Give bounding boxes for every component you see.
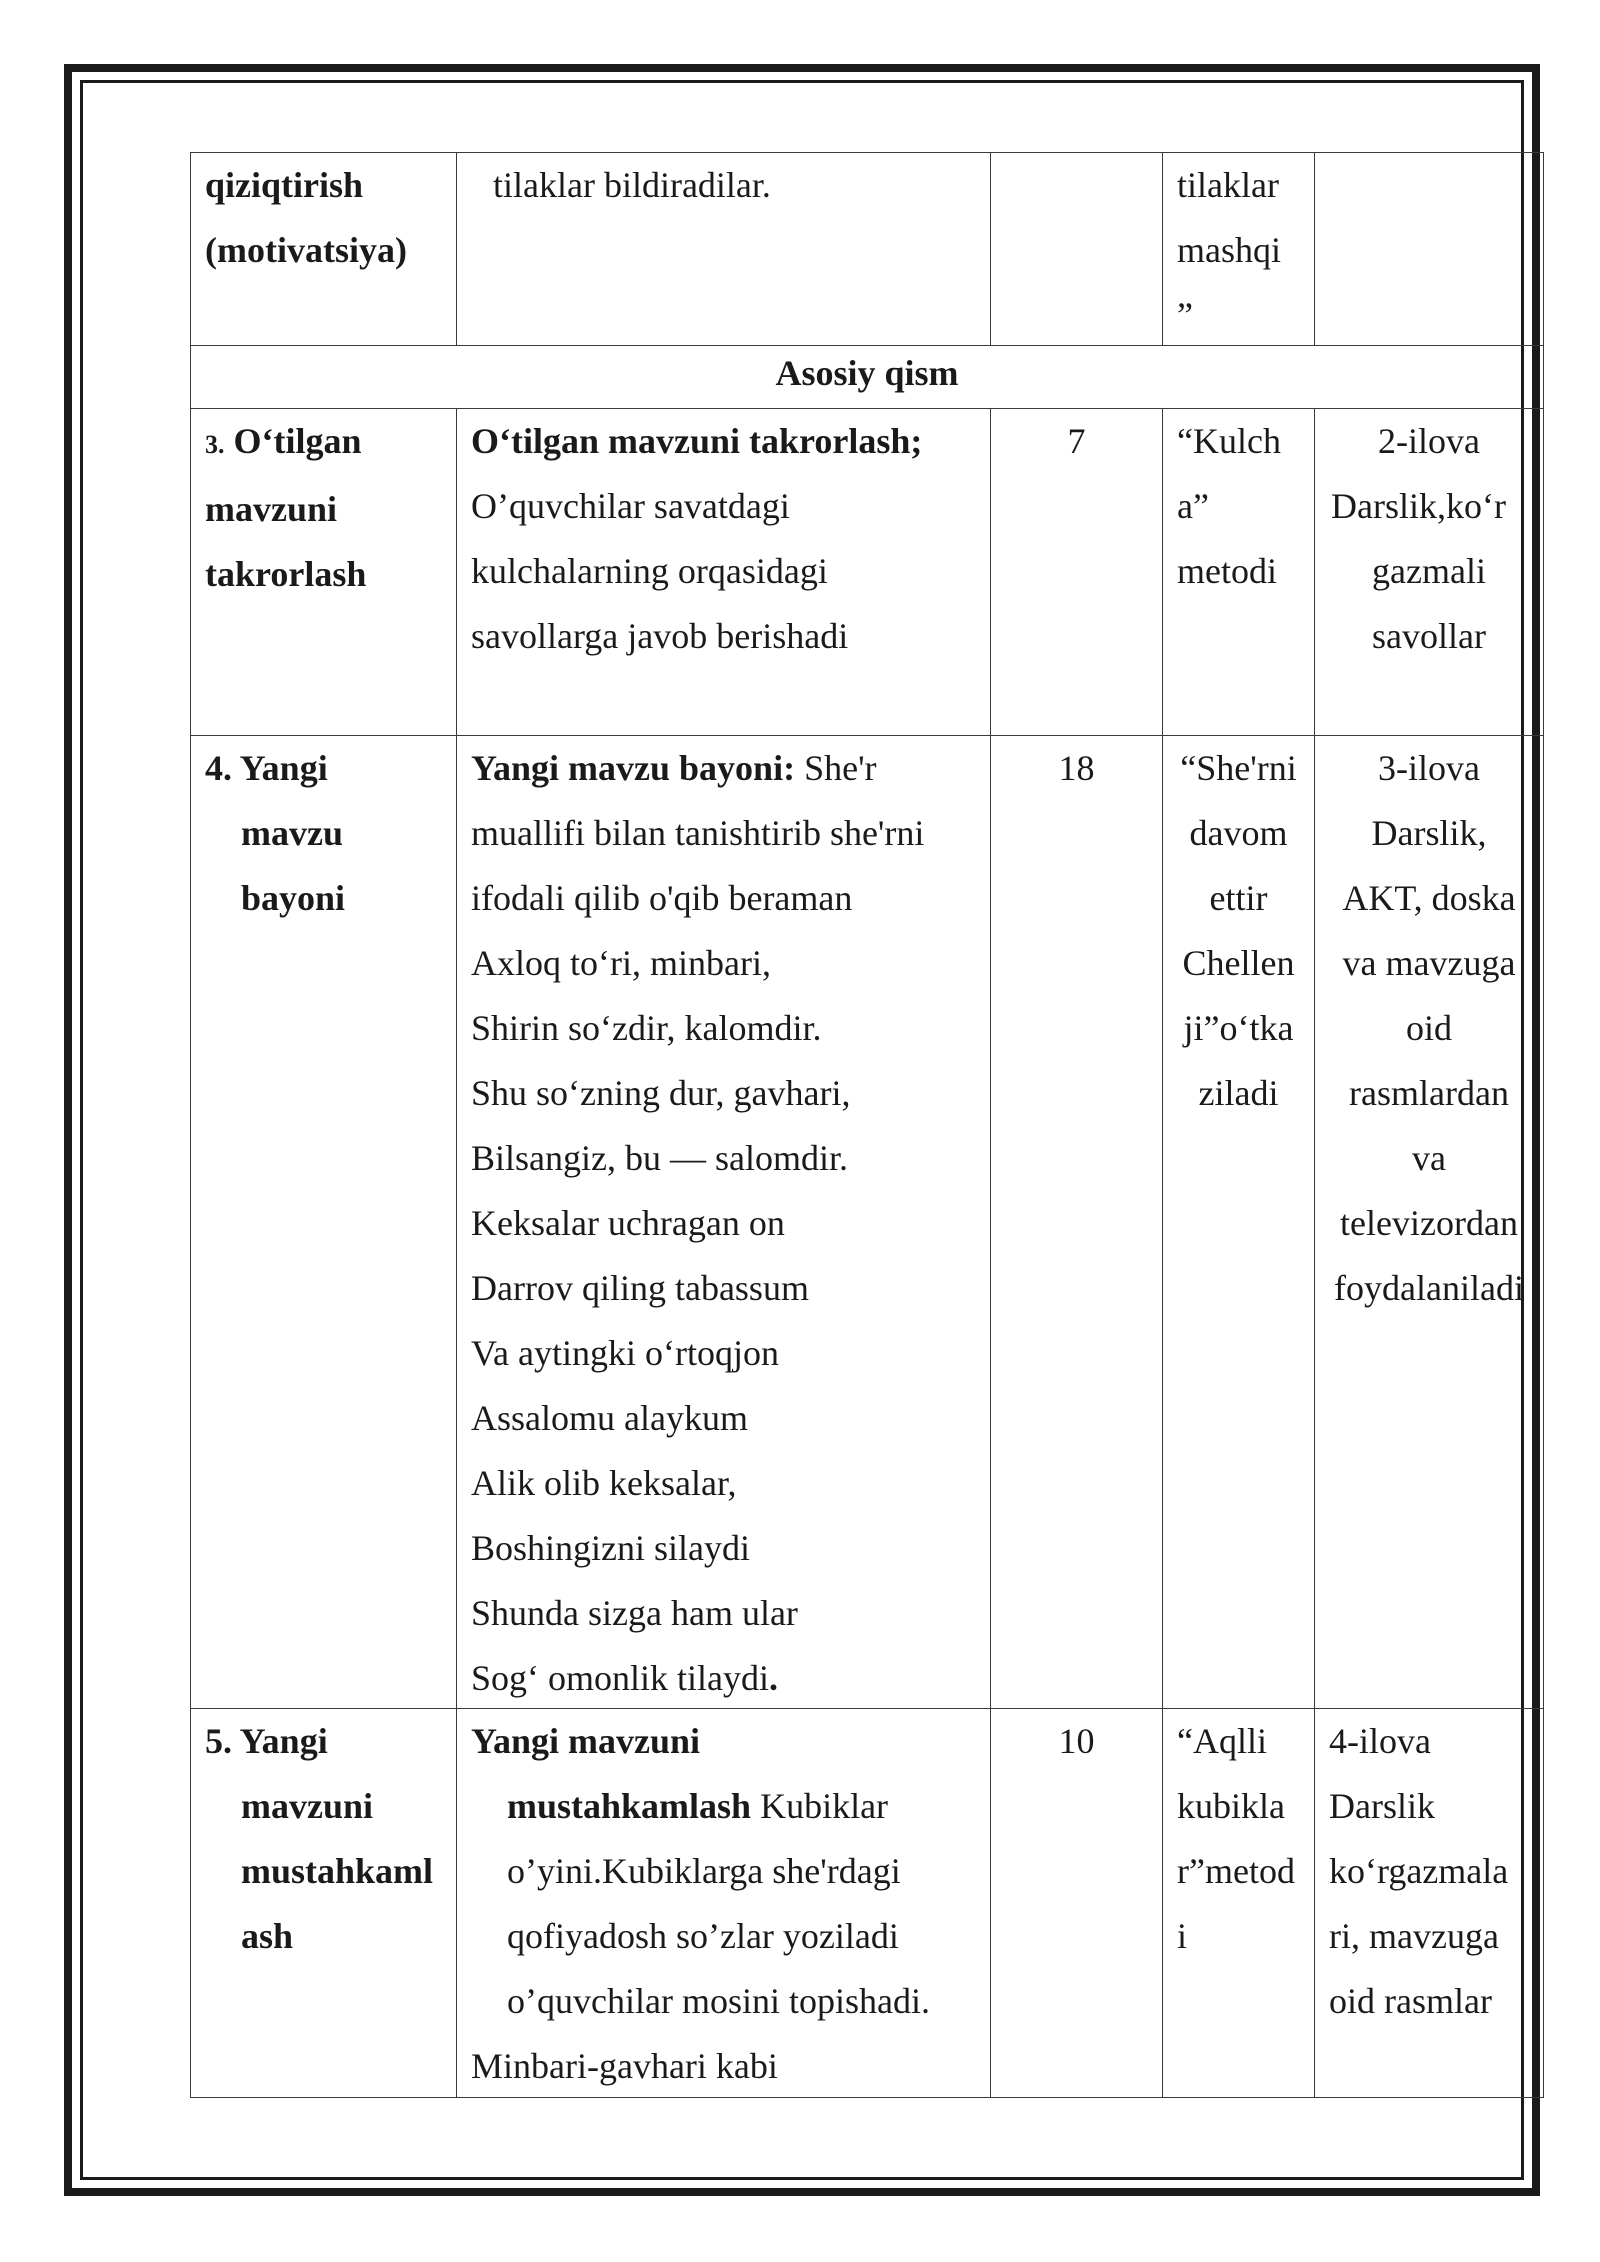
poem-line: Bilsangiz, bu — salomdir. xyxy=(471,1138,848,1178)
cell-row5-resources xyxy=(1314,1708,1544,2098)
poem-line: Darrov qiling tabassum xyxy=(471,1268,809,1308)
text-line: metodi xyxy=(1177,551,1277,591)
text-line: o’yini.Kubiklarga she'rdagi xyxy=(507,1851,901,1891)
text-line: Darslik xyxy=(1329,1786,1435,1826)
text-line: i xyxy=(1177,1916,1188,1956)
section-title: Asosiy qism xyxy=(775,353,959,393)
text-line: muallifi bilan tanishtirib she'rni xyxy=(471,813,925,853)
cell-row4-content xyxy=(456,735,990,1708)
text-line: o’quvchilar mosini topishadi. xyxy=(507,1981,930,2021)
text-line: ettir xyxy=(1209,878,1268,918)
text-line: takrorlash xyxy=(205,554,367,594)
poem-line: Shu so‘zning dur, gavhari, xyxy=(471,1073,851,1113)
text-line: Chellen xyxy=(1182,943,1295,983)
text-line: a” xyxy=(1177,486,1209,526)
poem-line: Sog‘ omonlik tilaydi xyxy=(471,1658,770,1698)
poem-line: Va aytingki o‘rtoqjon xyxy=(471,1333,779,1373)
text-line: “She'rni xyxy=(1180,748,1297,788)
text-line: Kubiklar xyxy=(751,1786,889,1826)
cell-row4-method xyxy=(1162,735,1314,1708)
text-line: mavzuni xyxy=(205,489,338,529)
poem-line: Alik olib keksalar, xyxy=(471,1463,737,1503)
content-heading: Yangi mavzu bayoni: xyxy=(471,748,796,788)
text-line: savollarga javob berishadi xyxy=(471,616,849,656)
text-line: 2-ilova xyxy=(1378,421,1480,461)
text-line: Darslik, xyxy=(1371,813,1487,853)
time-minutes: 18 xyxy=(1058,748,1095,788)
text-line: qofiyadosh so’zlar yoziladi xyxy=(507,1916,899,1956)
text-line: mavzu xyxy=(241,813,343,853)
poem-line: Boshingizni silaydi xyxy=(471,1528,750,1568)
text-line: ji”o‘tka xyxy=(1183,1008,1294,1048)
text-line: kulchalarning orqasidagi xyxy=(471,551,828,591)
text-line: “Kulch xyxy=(1177,421,1281,461)
content-heading: Yangi mavzuni xyxy=(471,1721,701,1761)
text-line: ri, mavzuga xyxy=(1329,1916,1499,1956)
text-line: va mavzuga xyxy=(1342,943,1516,983)
cell-row3-resources xyxy=(1314,408,1544,735)
text-line: televizordan xyxy=(1340,1203,1518,1243)
cell-row5-time xyxy=(990,1708,1162,2098)
cell-row3-stage xyxy=(190,408,456,735)
poem-line: Shunda sizga ham ular xyxy=(471,1593,798,1633)
text-line: gazmali xyxy=(1372,551,1486,591)
poem-line: Shirin so‘zdir, kalomdir. xyxy=(471,1008,822,1048)
text-line: rasmlardan xyxy=(1349,1073,1509,1113)
cell-row3-method xyxy=(1162,408,1314,735)
text-line: She'r xyxy=(795,748,877,788)
text-line: mashqi xyxy=(1177,230,1281,270)
time-minutes: 7 xyxy=(1067,421,1086,461)
cell-row5-method xyxy=(1162,1708,1314,2098)
text-line: 4. Yangi xyxy=(205,748,328,788)
text-line: va xyxy=(1412,1138,1446,1178)
text-line: O‘tilgan xyxy=(233,421,362,461)
text-line: ” xyxy=(1177,295,1193,335)
time-minutes: 10 xyxy=(1058,1721,1095,1761)
section-header-asosiy-qism xyxy=(190,345,1544,408)
content-heading: mustahkamlash xyxy=(507,1786,752,1826)
poem-line: Assalomu alaykum xyxy=(471,1398,748,1438)
text-line: bayoni xyxy=(241,878,346,918)
text-line: tilaklar xyxy=(1177,165,1279,205)
cell-row5-stage xyxy=(190,1708,456,2098)
cell-row4-stage xyxy=(190,735,456,1708)
text-line: ziladi xyxy=(1198,1073,1279,1113)
text-line: ko‘rgazmala xyxy=(1329,1851,1509,1891)
text-line: ash xyxy=(241,1916,294,1956)
cell-row4-time xyxy=(990,735,1162,1708)
cell-row4-resources xyxy=(1314,735,1544,1708)
text-line: “Aqlli xyxy=(1177,1721,1267,1761)
text-line: ifodali qilib o'qib beraman xyxy=(471,878,853,918)
text-line: qiziqtirish xyxy=(205,165,364,205)
text-line: davom xyxy=(1189,813,1288,853)
cell-intro-content xyxy=(456,152,990,345)
poem-line: Axloq to‘ri, minbari, xyxy=(471,943,771,983)
cell-row3-time xyxy=(990,408,1162,735)
text-line: AKT, doska xyxy=(1342,878,1516,918)
text-line: 5. Yangi xyxy=(205,1721,328,1761)
text-line: foydalaniladi xyxy=(1334,1268,1524,1308)
poem-end-dot: . xyxy=(769,1658,779,1698)
text-line: (motivatsiya) xyxy=(205,230,407,270)
text-line: Minbari-gavhari kabi xyxy=(471,2046,778,2086)
cell-intro-stage xyxy=(190,152,456,345)
text-line: r”metod xyxy=(1177,1851,1295,1891)
cell-intro-method xyxy=(1162,152,1314,345)
cell-intro-resources xyxy=(1314,152,1544,345)
text-line: oid rasmlar xyxy=(1329,1981,1492,2021)
content-heading: O‘tilgan mavzuni takrorlash; xyxy=(471,421,923,461)
cell-intro-time xyxy=(990,152,1162,345)
row-number: 3. xyxy=(205,430,225,459)
text-line: O’quvchilar savatdagi xyxy=(471,486,790,526)
text-line: kubikla xyxy=(1177,1786,1285,1826)
cell-row5-content xyxy=(456,1708,990,2098)
text-line: Darslik,ko‘r xyxy=(1331,486,1506,526)
text-line: oid xyxy=(1405,1008,1452,1048)
text-line: tilaklar bildiradilar. xyxy=(493,165,771,205)
text-line: 4-ilova xyxy=(1329,1721,1431,1761)
cell-row3-content xyxy=(456,408,990,735)
text-line: mavzuni xyxy=(241,1786,374,1826)
text-line: savollar xyxy=(1372,616,1486,656)
poem-line: Keksalar uchragan on xyxy=(471,1203,785,1243)
text-line: mustahkaml xyxy=(241,1851,434,1891)
text-line: 3-ilova xyxy=(1378,748,1480,788)
